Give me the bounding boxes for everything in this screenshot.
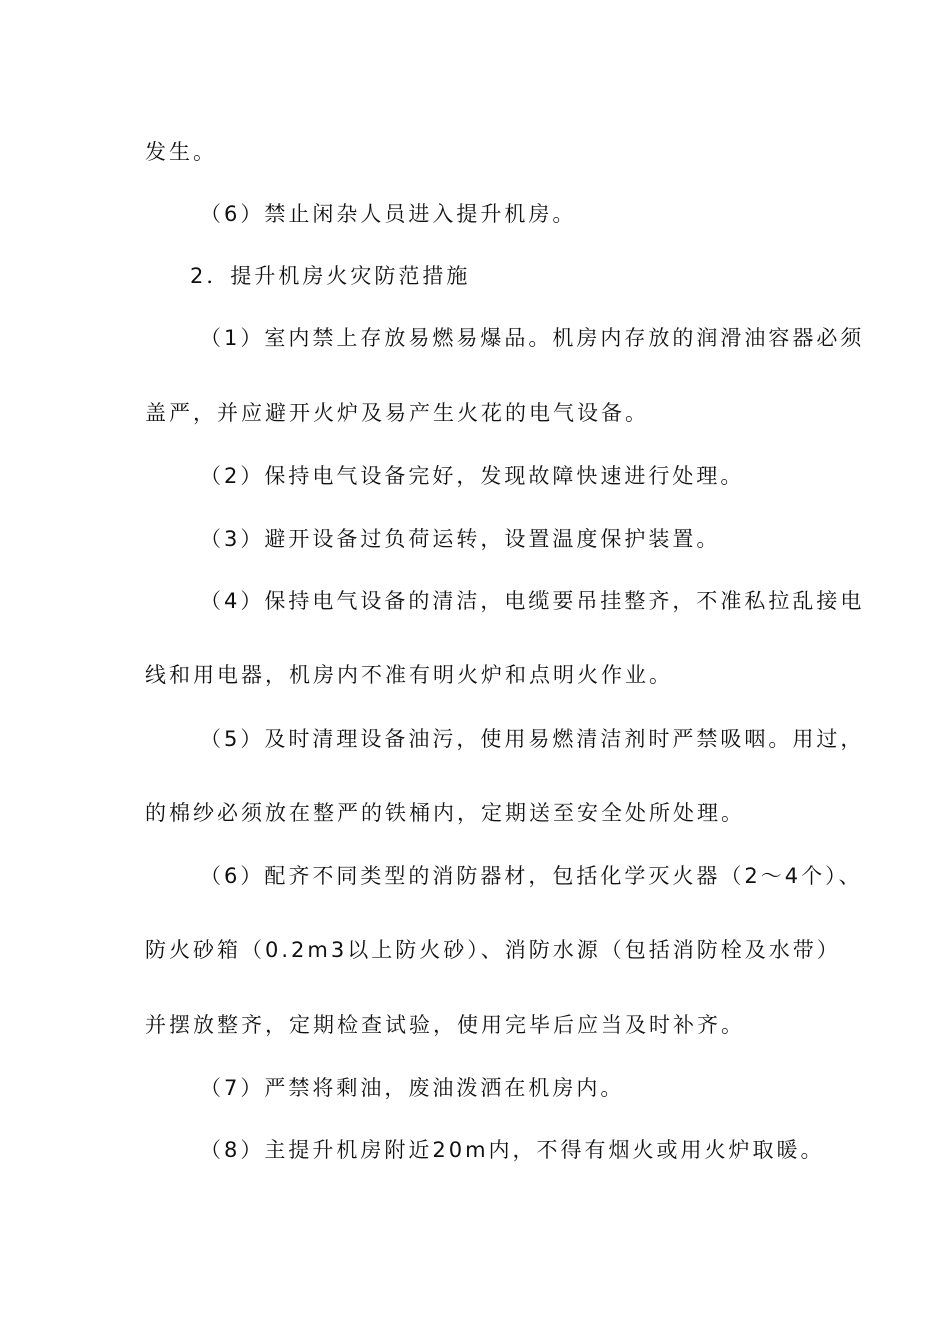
text-line-item-2: （2）保持电气设备完好，发现故障快速进行处理。 xyxy=(200,464,745,488)
text-line-item-1: （1）室内禁上存放易燃易爆品。机房内存放的润滑油容器必须 xyxy=(200,326,865,350)
text-line-item-4-cont: 线和用电器，机房内不准有明火炉和点明火作业。 xyxy=(145,663,673,687)
text-line-item-6b: （6）配齐不同类型的消防器材，包括化学灭火器（2～4个）、 xyxy=(200,864,863,888)
text-line-item-5: （5）及时清理设备油污，使用易燃清洁剂时严禁吸咽。用过， xyxy=(200,727,865,751)
text-line-item-6b-end: 并摆放整齐，定期检查试验，使用完毕后应当及时补齐。 xyxy=(145,1013,745,1037)
text-line-continuation: 发生。 xyxy=(145,140,217,164)
text-line-item-6: （6）禁止闲杂人员进入提升机房。 xyxy=(200,202,577,226)
text-line-item-8: （8）主提升机房附近20m内，不得有烟火或用火炉取暖。 xyxy=(200,1138,825,1162)
text-line-item-3: （3）避开设备过负荷运转，设置温度保护装置。 xyxy=(200,527,721,551)
text-line-item-4: （4）保持电气设备的清洁，电缆要吊挂整齐，不准私拉乱接电 xyxy=(200,589,865,613)
text-line-item-5-cont: 的棉纱必须放在整严的铁桶内，定期送至安全处所处理。 xyxy=(145,801,745,825)
section-heading: 2．提升机房火灾防范措施 xyxy=(190,264,471,288)
text-line-item-7: （7）严禁将剩油，废油泼洒在机房内。 xyxy=(200,1076,625,1100)
text-line-item-6b-cont: 防火砂箱（0.2m3以上防火砂）、消防水源（包括消防栓及水带） xyxy=(145,938,841,962)
text-line-item-1-cont: 盖严，并应避开火炉及易产生火花的电气设备。 xyxy=(145,401,649,425)
